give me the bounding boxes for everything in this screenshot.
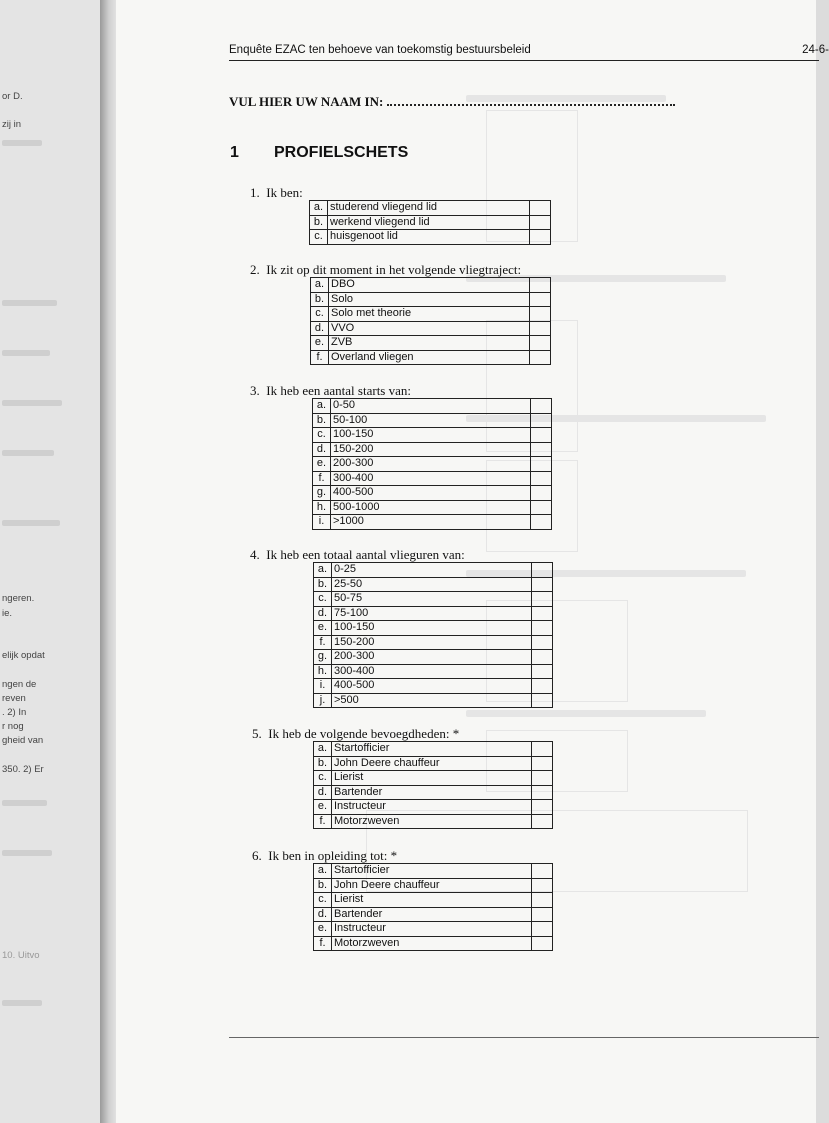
option-label: 50-75 — [332, 592, 532, 607]
answer-table — [309, 200, 551, 245]
option-label: Startofficier — [332, 864, 532, 879]
option-letter: f. — [314, 936, 332, 951]
option-letter: h. — [313, 500, 331, 515]
answer-checkbox[interactable] — [532, 635, 553, 650]
option-letter: c. — [314, 592, 332, 607]
option-label: 300-400 — [332, 664, 532, 679]
option-label: Lierist — [332, 771, 532, 786]
answer-checkbox[interactable] — [530, 201, 551, 216]
option-label: Instructeur — [332, 922, 532, 937]
question-number: 3. — [250, 383, 260, 398]
question-2 — [250, 262, 521, 278]
answer-row — [313, 471, 552, 486]
option-letter: g. — [314, 650, 332, 665]
option-label: 200-300 — [332, 650, 532, 665]
question-text: Ik ben: — [266, 185, 303, 200]
answer-row — [313, 399, 552, 414]
answer-table — [310, 277, 551, 365]
answer-row — [313, 442, 552, 457]
left-page-text: reven — [2, 693, 26, 704]
answer-row — [310, 230, 551, 245]
header-title: Enquête EZAC ten behoeve van toekomstig bestuursbeleid — [229, 44, 531, 56]
question-number: 1. — [250, 185, 260, 200]
option-label: werkend vliegend lid — [328, 215, 530, 230]
answer-checkbox[interactable] — [532, 650, 553, 665]
option-label: John Deere chauffeur — [332, 878, 532, 893]
option-label: 0-50 — [331, 399, 531, 414]
option-letter: j. — [314, 693, 332, 708]
answer-row — [311, 292, 551, 307]
answer-row — [313, 515, 552, 530]
answer-checkbox[interactable] — [531, 500, 552, 515]
question-text: Ik ben in opleiding tot: * — [268, 848, 398, 863]
question-text: Ik heb de volgende bevoegdheden: * — [268, 726, 460, 741]
answer-row — [314, 664, 553, 679]
option-letter: b. — [314, 878, 332, 893]
answer-row — [314, 756, 553, 771]
answer-checkbox[interactable] — [532, 922, 553, 937]
answer-table — [313, 741, 553, 829]
answer-row — [314, 693, 553, 708]
answer-checkbox[interactable] — [531, 471, 552, 486]
option-label: Instructeur — [332, 800, 532, 815]
answer-checkbox[interactable] — [532, 679, 553, 694]
answer-checkbox[interactable] — [530, 215, 551, 230]
option-label: 75-100 — [332, 606, 532, 621]
answer-checkbox[interactable] — [530, 321, 551, 336]
answer-checkbox[interactable] — [532, 800, 553, 815]
question-text: Ik heb een totaal aantal vlieguren van: — [266, 547, 465, 562]
question-4 — [250, 547, 465, 563]
option-label: Bartender — [332, 785, 532, 800]
answer-checkbox[interactable] — [530, 230, 551, 245]
answer-checkbox[interactable] — [532, 742, 553, 757]
answer-row — [313, 500, 552, 515]
answer-row — [314, 742, 553, 757]
question-6 — [252, 848, 397, 864]
option-label: 400-500 — [332, 679, 532, 694]
name-field[interactable] — [229, 94, 675, 110]
option-label: studerend vliegend lid — [328, 201, 530, 216]
answer-checkbox[interactable] — [532, 756, 553, 771]
option-label: VVO — [329, 321, 530, 336]
option-letter: a. — [314, 864, 332, 879]
option-letter: f. — [311, 350, 329, 365]
answer-row — [314, 878, 553, 893]
left-page-text: ngen de — [2, 679, 37, 690]
answer-checkbox[interactable] — [532, 664, 553, 679]
option-label: Startofficier — [332, 742, 532, 757]
question-number: 6. — [252, 848, 262, 863]
option-letter: b. — [313, 413, 331, 428]
answer-row — [311, 336, 551, 351]
answer-row — [314, 785, 553, 800]
option-letter: d. — [313, 442, 331, 457]
option-letter: a. — [313, 399, 331, 414]
question-number: 5. — [252, 726, 262, 741]
option-letter: h. — [314, 664, 332, 679]
option-letter: b. — [310, 215, 328, 230]
option-label: Motorzweven — [332, 814, 532, 829]
answer-checkbox[interactable] — [531, 486, 552, 501]
left-page-text: 350. 2) Er — [2, 764, 44, 775]
left-page-text: elijk opdat — [2, 650, 45, 661]
option-label: Lierist — [332, 893, 532, 908]
option-letter: b. — [314, 577, 332, 592]
answer-checkbox[interactable] — [530, 307, 551, 322]
option-label: 300-400 — [331, 471, 531, 486]
answer-checkbox[interactable] — [532, 693, 553, 708]
adjacent-page — [0, 0, 112, 1123]
questionnaire-page — [116, 0, 829, 1123]
answer-checkbox[interactable] — [532, 577, 553, 592]
section-heading — [230, 144, 408, 162]
question-number: 2. — [250, 262, 260, 277]
answer-table — [313, 562, 553, 708]
answer-checkbox[interactable] — [532, 907, 553, 922]
header-divider — [229, 60, 819, 61]
option-letter: c. — [314, 893, 332, 908]
answer-row — [311, 307, 551, 322]
option-letter: b. — [311, 292, 329, 307]
answer-checkbox[interactable] — [532, 592, 553, 607]
answer-checkbox[interactable] — [531, 428, 552, 443]
answer-row — [310, 215, 551, 230]
answer-row — [311, 321, 551, 336]
option-label: 50-100 — [331, 413, 531, 428]
option-letter: b. — [314, 756, 332, 771]
answer-row — [314, 771, 553, 786]
answer-checkbox[interactable] — [532, 785, 553, 800]
answer-row — [311, 278, 551, 293]
answer-row — [313, 428, 552, 443]
option-label: 100-150 — [332, 621, 532, 636]
option-label: Motorzweven — [332, 936, 532, 951]
left-page-text: zij in — [2, 119, 22, 130]
answer-row — [314, 679, 553, 694]
left-page-text: ngeren. — [2, 593, 35, 604]
option-label: >1000 — [331, 515, 531, 530]
answer-checkbox[interactable] — [530, 292, 551, 307]
answer-checkbox[interactable] — [531, 457, 552, 472]
option-label: Bartender — [332, 907, 532, 922]
option-letter: f. — [314, 635, 332, 650]
left-page-text: or D. — [2, 91, 23, 102]
answer-row — [314, 864, 553, 879]
answer-row — [314, 907, 553, 922]
answer-checkbox[interactable] — [531, 442, 552, 457]
answer-row — [314, 621, 553, 636]
option-letter: d. — [314, 606, 332, 621]
option-label: ZVB — [329, 336, 530, 351]
answer-row — [314, 814, 553, 829]
answer-checkbox[interactable] — [532, 621, 553, 636]
option-label: 150-200 — [331, 442, 531, 457]
name-dotted-line[interactable] — [387, 94, 675, 106]
answer-row — [314, 606, 553, 621]
answer-table — [312, 398, 552, 530]
option-label: >500 — [332, 693, 532, 708]
answer-checkbox[interactable] — [532, 814, 553, 829]
option-label: DBO — [329, 278, 530, 293]
option-letter: c. — [311, 307, 329, 322]
left-page-text: r nog — [2, 721, 24, 732]
option-letter: a. — [314, 563, 332, 578]
answer-checkbox[interactable] — [532, 864, 553, 879]
question-text: Ik zit op dit moment in het volgende vliegtraject: — [266, 262, 522, 277]
option-label: 100-150 — [331, 428, 531, 443]
answer-row — [314, 800, 553, 815]
option-label: 500-1000 — [331, 500, 531, 515]
option-label: huisgenoot lid — [328, 230, 530, 245]
answer-checkbox[interactable] — [532, 893, 553, 908]
option-label: 0-25 — [332, 563, 532, 578]
option-label: 25-50 — [332, 577, 532, 592]
question-number: 4. — [250, 547, 260, 562]
section-number: 1 — [230, 144, 239, 161]
option-letter: c. — [313, 428, 331, 443]
answer-row — [314, 922, 553, 937]
option-label: 150-200 — [332, 635, 532, 650]
answer-checkbox[interactable] — [532, 606, 553, 621]
option-letter: f. — [314, 814, 332, 829]
answer-row — [313, 413, 552, 428]
answer-row — [314, 577, 553, 592]
option-letter: e. — [314, 621, 332, 636]
answer-row — [310, 201, 551, 216]
left-page-text: 10. Uitvo — [2, 950, 40, 961]
answer-row — [313, 457, 552, 472]
option-letter: d. — [314, 907, 332, 922]
answer-checkbox[interactable] — [531, 399, 552, 414]
left-page-text: . 2) In — [2, 707, 27, 718]
option-label: John Deere chauffeur — [332, 756, 532, 771]
answer-row — [314, 592, 553, 607]
answer-checkbox[interactable] — [531, 515, 552, 530]
answer-checkbox[interactable] — [530, 278, 551, 293]
option-letter: e. — [313, 457, 331, 472]
option-letter: c. — [310, 230, 328, 245]
option-letter: d. — [311, 321, 329, 336]
answer-checkbox[interactable] — [532, 771, 553, 786]
question-text: Ik heb een aantal starts van: — [266, 383, 411, 398]
answer-row — [314, 936, 553, 951]
option-letter: a. — [311, 278, 329, 293]
answer-row — [314, 563, 553, 578]
name-prompt: VUL HIER UW NAAM IN: — [229, 94, 384, 109]
option-letter: c. — [314, 771, 332, 786]
option-letter: a. — [314, 742, 332, 757]
option-letter: e. — [311, 336, 329, 351]
answer-table — [313, 863, 553, 951]
option-letter: i. — [314, 679, 332, 694]
option-letter: f. — [313, 471, 331, 486]
option-label: 200-300 — [331, 457, 531, 472]
answer-checkbox[interactable] — [530, 336, 551, 351]
option-label: 400-500 — [331, 486, 531, 501]
option-letter: i. — [313, 515, 331, 530]
answer-row — [311, 350, 551, 365]
question-1 — [250, 185, 303, 201]
section-title: PROFIELSCHETS — [274, 144, 409, 161]
answer-row — [313, 486, 552, 501]
option-letter: e. — [314, 800, 332, 815]
option-letter: g. — [313, 486, 331, 501]
answer-checkbox[interactable] — [530, 350, 551, 365]
option-letter: a. — [310, 201, 328, 216]
left-page-text: ie. — [2, 608, 13, 619]
answer-checkbox[interactable] — [532, 878, 553, 893]
answer-checkbox[interactable] — [531, 413, 552, 428]
option-label: Solo met theorie — [329, 307, 530, 322]
footer-divider — [229, 1037, 819, 1038]
header-date: 24-6- — [802, 44, 829, 56]
left-page-text: gheid van — [2, 735, 44, 746]
answer-row — [314, 893, 553, 908]
question-5 — [252, 726, 459, 742]
answer-checkbox[interactable] — [532, 563, 553, 578]
option-letter: d. — [314, 785, 332, 800]
question-3 — [250, 383, 411, 399]
answer-row — [314, 635, 553, 650]
option-letter: e. — [314, 922, 332, 937]
option-label: Solo — [329, 292, 530, 307]
option-label: Overland vliegen — [329, 350, 530, 365]
answer-checkbox[interactable] — [532, 936, 553, 951]
answer-row — [314, 650, 553, 665]
